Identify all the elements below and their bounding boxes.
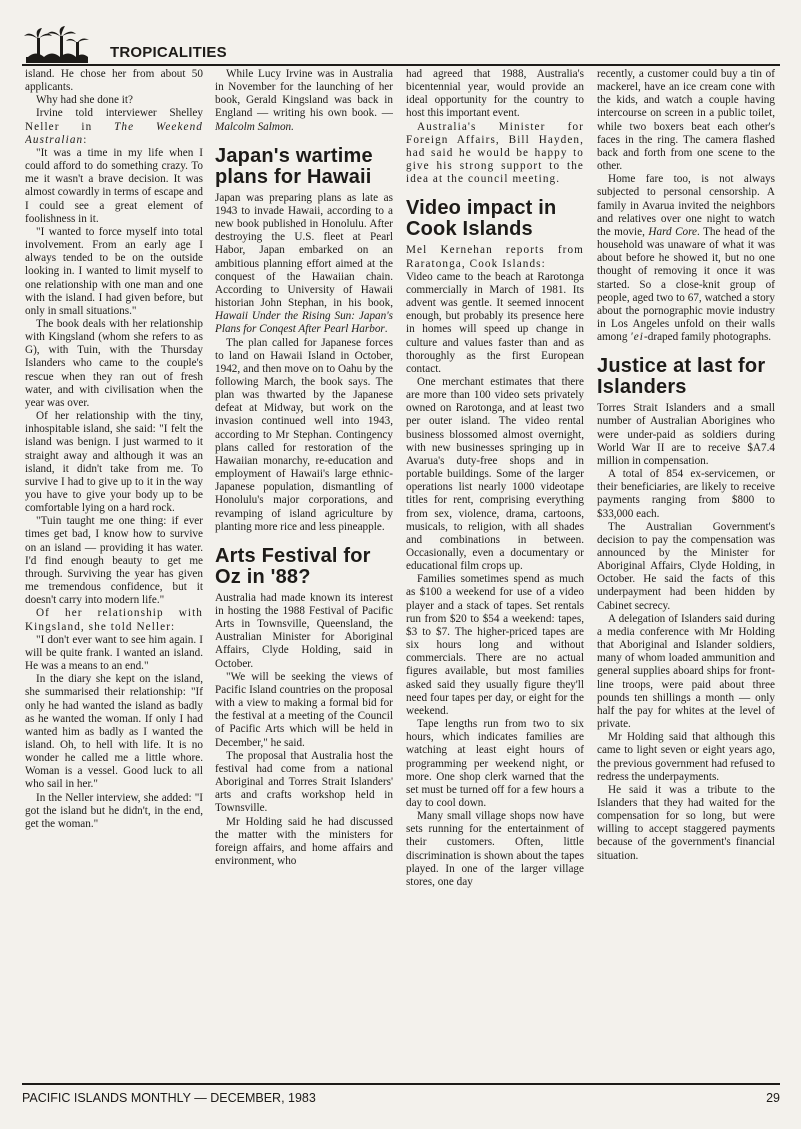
- paragraph: Of her relationship with the tiny, inhospitable island, she said: "I felt the island was benign. I just warmed to it straight away and although it was an island, it didn't take from me. To survive I had to give up to it in the way you have to give your body up to be comfortable lying on a hard rock.: [25, 410, 203, 515]
- paragraph: One merchant estimates that there are more than 100 video sets privately owned on Rarotonga, and at least two per outer island. The video rental business blossomed almost overnight, with new businesses springing up in Avarua's duty-free shops and in portable buildings. Some of the larger operations list nearly 1000 videotape titles for rent, comprising everything from sex, violence, drama, cartoons, musicals, to religion, with all shades and combinations in between. Occasionally, even a documentary or educational film crops up.: [406, 375, 584, 573]
- book-title: Hawaii Under the Rising Sun: Japan's Plans for Conqest After Pearl Harbor: [215, 310, 393, 336]
- paragraph: "Tuin taught me one thing: if ever times get bad, I know how to survive on an island — providing it has water. I'd find enough beauty to get me through. Surviving the year has given me tremendous confidence, but it doesn't carry into modern life.": [25, 515, 203, 607]
- paragraph: He said it was a tribute to the Islanders that they had waited for the compensation for so long, but were willing to accept staggered payments because of the government's financial situation.: [597, 783, 775, 862]
- headline-japan: Japan's wartime plans for Hawaii: [215, 144, 373, 188]
- paragraph-text: -draped family photographs.: [644, 331, 772, 344]
- paragraph-text: Home fare too, is not always subjected to personal censorship. A family in Avarua invited the neighbors and relatives over one night to watch the movie,: [597, 173, 775, 238]
- paragraph: Video came to the beach at Rarotonga commercially in March of 1981. Its advent was gentle. It seemed innocent enough, but probably its presence here in homes will speed up change in culture and values faster than and as thoroughly as the first European contact.: [406, 270, 584, 375]
- column-2: [215, 68, 393, 1080]
- paragraph: The book deals with her relationship with Kingsland (whom she refers to as G), with Tuin, with the Thursday Islanders who came to the couple's rescue when they ran out of fresh water, and with civilisation when the year was over.: [25, 317, 203, 409]
- article-columns: [25, 68, 777, 1080]
- paragraph: In the diary she kept on the island, she summarised their relationship: "If only he had wanted the island as badly as he wanted the woman. If only I had wanted him as badly as I wanted the island. Oh, to hell with life. It is no wonder he called me a little whore. Woman is a vessel. Good luck to all who sail in her.": [25, 673, 203, 791]
- paragraph: The plan called for Japanese forces to land on Hawaii Island in October, 1942, and then move on to Oahu by the following March, the book says. The plan was thwarted by the Japanese defeat at Midway, but work on the invasion continued well into 1943, according to Mr Stephan. Contingency plans called for restoration of the Hawaiian monarchy, re-education and employment of Hawaii's large ethnic-Japanese population, dismantling of Honolulu's major corporations, and revamping of island agriculture by planting more rice and less pineapple.: [215, 336, 393, 533]
- paragraph: Many small village shops now have sets running for the entertainment of their customers. Often, little discrimination is shown about the tapes played. In one of the larger village stores, one day: [406, 810, 584, 888]
- headline-video: Video impact in Cook Islands: [406, 197, 557, 241]
- paragraph: A delegation of Islanders said during a media conference with Mr Holding that Aboriginal and Islander soldiers, many of whom loaded ammunition and general supplies aboard ships for front-line troops, were paid about three pounds ten shillings a month — only half the pay for whites at the level of private.: [597, 612, 775, 731]
- column-3: [406, 68, 584, 1080]
- source-title: The Weekend Australian: [25, 120, 203, 146]
- word-ei: 'ei: [630, 331, 645, 344]
- section-title: TROPICALITIES: [110, 44, 227, 61]
- paragraph: Mel Kernehan reports from Raratonga, Cook Islands:: [406, 244, 584, 270]
- paragraph: Torres Strait Islanders and a small number of Australian Aborigines who were under-paid as soldiers during World War II are to receive $A7.4 million in compensation.: [597, 402, 775, 467]
- page-header: [22, 26, 780, 66]
- paragraph: [215, 192, 393, 337]
- paragraph: Mr Holding said he had discussed the matter with the ministers for foreign affairs, and home affairs and environment, who: [215, 815, 393, 867]
- paragraph: Tape lengths run from two to six hours, which indicates families are watching at least eight hours of programming per weekend night, or more. One shop clerk warned that the set must be turned off for a few hours a day to cool down.: [406, 718, 584, 809]
- paragraph: The Australian Government's decision to pay the compensation was announced by the Minister for Aboriginal Affairs, Clyde Holding, in October. He said the facts of this underpayment had been hidden by Cabinet secrecy.: [597, 520, 775, 612]
- paragraph: recently, a customer could buy a tin of mackerel, have an ice cream cone with the kids, and watch a couple having intercourse on screen in a public toilet, while two boxers beat each other's faces in the ring. The camera flashed back and forth from one scene to the other.: [597, 68, 775, 173]
- paragraph: A total of 854 ex-servicemen, or their beneficiaries, are likely to receive payments ranging from $800 to $33,000 each.: [597, 468, 775, 520]
- paragraph: Families sometimes spend as much as $100 a weekend for use of a video player and a stack of tapes. Set rentals run from $20 to $54 a weekend: tapes, $3 to $7. The higher-priced tapes are six hours long and without commercials. There are no actual figures available, but most families asked said they usually figure they'll need four tapes per day, or eight for the weekend.: [406, 573, 584, 717]
- column-1: [25, 68, 203, 1080]
- paragraph: In the Neller interview, she added: "I got the island but he didn't, in the end, get the woman.": [25, 791, 203, 830]
- paragraph: Mr Holding said that although this came to light seven or eight years ago, the previous government had refused to redress the underpayments.: [597, 731, 775, 783]
- paragraph: Why had she done it?: [36, 94, 133, 107]
- header-rule: [22, 64, 780, 66]
- paragraph: [215, 68, 393, 134]
- paragraph: had agreed that 1988, Australia's bicentennial year, would provide an ideal opportunity for the country to host this important event.: [406, 68, 584, 120]
- paragraph-text: . The head of the household was unaware of what it was about before he showed it, but no one thought of removing it once it was started. So a close-knit group of people, aged two to 67, watched a story about the pornographic movie industry in Los Angeles unfold on their walls among: [597, 225, 775, 344]
- page-number: 29: [766, 1091, 780, 1105]
- paragraph: [597, 173, 775, 344]
- paragraph: island. He chose her from about 50 applicants.: [25, 68, 203, 94]
- movie-title: Hard Core: [648, 225, 698, 238]
- paragraph-text: Neller in: [25, 120, 115, 133]
- paragraph: "We will be seeking the views of Pacific Island countries on the proposal with a view to making a formal bid for the festival at a meeting of the Council of Pacific Arts which will be held in December," he said.: [215, 670, 393, 749]
- paragraph: "I don't ever want to see him again. I will be quite frank. I wanted an island. He was a means to an end.": [25, 633, 203, 673]
- headline-arts: Arts Festival for Oz in '88?: [215, 544, 371, 588]
- paragraph: [25, 107, 203, 146]
- paragraph: Of her relationship with Kingsland, she told Neller:: [25, 607, 203, 633]
- paragraph-text: :: [83, 133, 87, 146]
- paragraph: "It was a time in my life when I could afford to do something crazy. To me it wasn't a brave decision. It was almost cowardly in terms of escape and I could see a great element of foolishness in it.: [25, 146, 203, 225]
- paragraph-text: While Lucy Irvine was in Australia in November for the launching of her book, Gerald Kingsland was back in England — writing his own book. —: [215, 68, 393, 120]
- palm-tree-island-icon: [22, 26, 92, 66]
- publication-name: PACIFIC ISLANDS MONTHLY — DECEMBER, 1983: [22, 1091, 316, 1105]
- headline-justice: Justice at last for Islanders: [597, 355, 766, 399]
- column-4: [597, 68, 775, 1080]
- paragraph: "I wanted to force myself into total involvement. From an early age I always tended to be on the outside looking in. I wanted to limit myself to one relationship with one man and one with the island. I had given before, but only in small situations.": [25, 225, 203, 317]
- footer-rule: [22, 1083, 780, 1085]
- paragraph-text: Irvine told interviewer Shelley: [36, 107, 203, 120]
- byline: Malcolm Salmon.: [215, 120, 294, 133]
- paragraph: Australia's Minister for Foreign Affairs, Bill Hayden, had said he would be happy to give his strong support to the idea at the council meeting.: [406, 120, 584, 186]
- paragraph-text: .: [384, 323, 388, 336]
- paragraph: The proposal that Australia host the festival had come from a national Aboriginal and Torres Strait Islanders' arts and crafts workshop held in Townsville.: [215, 749, 393, 815]
- paragraph-text: Japan was preparing plans as late as 1943 to invade Hawaii, according to a new book published in Honolulu. After destroying the U.S. fleet at Pearl Habor, Japan embarked on an ambitious planning effort aimed at the conquest of the Hawaiian chain. According to University of Hawaii historian John Stephan, in his book,: [215, 191, 393, 310]
- paragraph: Australia had made known its interest in hosting the 1988 Festival of Pacific Arts in Townsville, Queensland, the Australian Minister for Aboriginal Affairs, Clyde Holding, said in October.: [215, 591, 393, 670]
